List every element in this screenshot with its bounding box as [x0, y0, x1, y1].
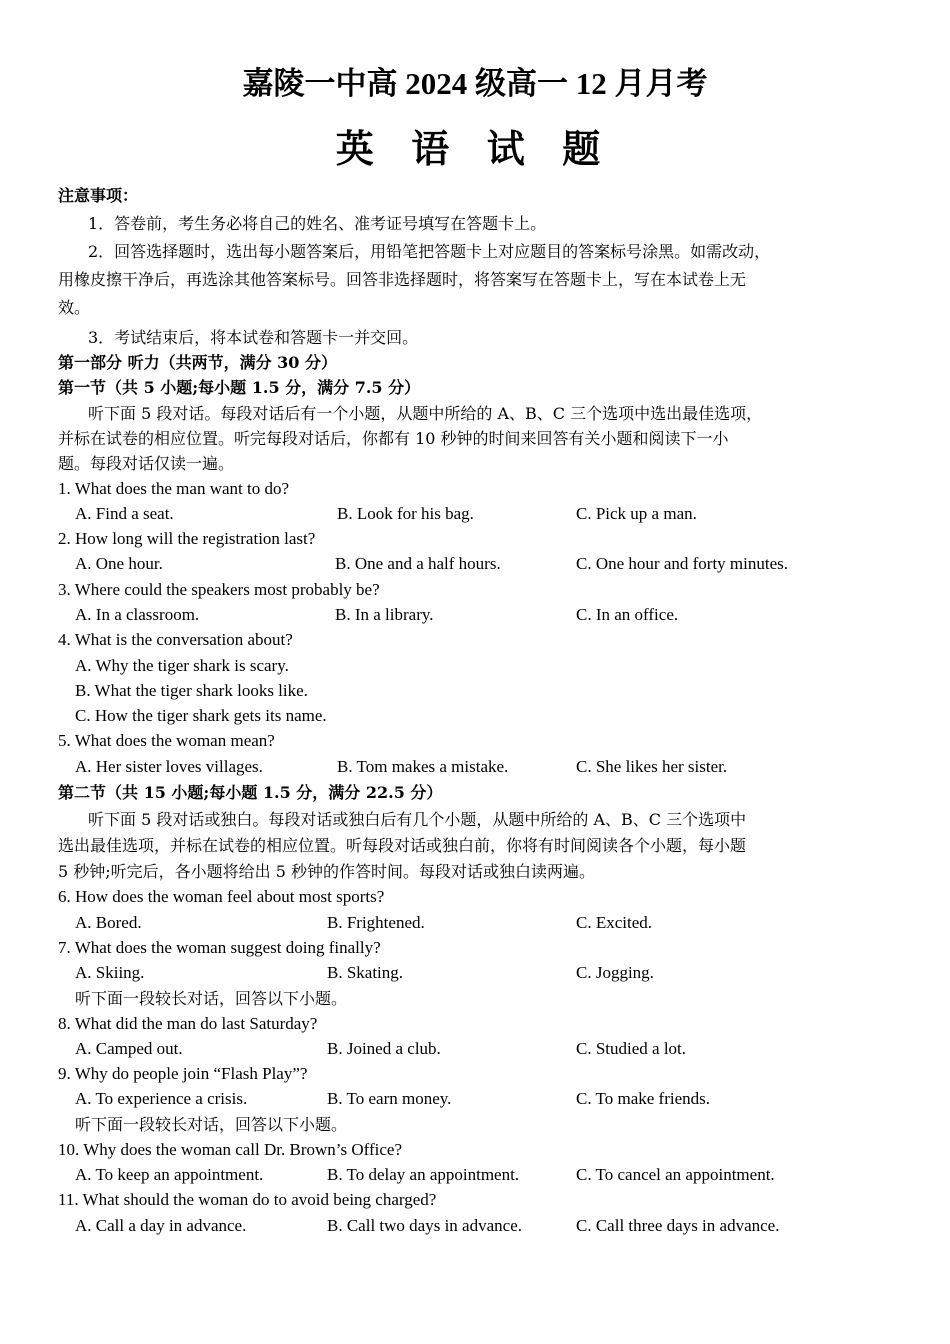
q9-option-a: A. To experience a crisis. [75, 1089, 248, 1108]
q8-option-a: A. Camped out. [75, 1039, 183, 1058]
section2-instructions-line3: 5 秒钟;听完后，各小题将给出 5 秒钟的作答时间。每段对话或独白读两遍。 [58, 862, 596, 881]
question-5: 5. What does the woman mean? [58, 731, 275, 750]
q3-option-b: B. In a library. [335, 605, 434, 624]
q6-option-c: C. Excited. [576, 913, 653, 932]
section2-note-q8: 听下面一段较长对话，回答以下小题。 [75, 989, 348, 1008]
q5-option-c: C. She likes her sister. [576, 757, 728, 776]
notice-item-2-line2: 用橡皮擦干净后，再选涂其他答案标号。回答非选择题时，将答案写在答题卡上，写在本试卷上无 [58, 270, 747, 289]
exam-subtitle: 英 语 试 题 [335, 129, 615, 171]
question-1: 1. What does the man want to do? [58, 479, 290, 498]
section2-note-q10: 听下面一段较长对话，回答以下小题。 [75, 1115, 348, 1134]
notice-item-2-line3: 效。 [58, 298, 91, 317]
question-2: 2. How long will the registration last? [58, 529, 316, 548]
q6-option-b: B. Frightened. [327, 913, 425, 932]
section2-instructions-line1: 听下面 5 段对话或独白。每段对话或独白后有几个小题，从题中所给的 A、B、C 三个选项中 [88, 810, 747, 829]
q1-option-b: B. Look for his bag. [337, 504, 474, 523]
question-9: 9. Why do people join “Flash Play”? [58, 1064, 308, 1083]
question-8: 8. What did the man do last Saturday? [58, 1014, 318, 1033]
q10-option-c: C. To cancel an appointment. [576, 1165, 775, 1184]
q7-option-b: B. Skating. [327, 963, 404, 982]
part1-heading: 第一部分 听力（共两节，满分 30 分） [58, 353, 337, 372]
section1-heading: 第一节（共 5 小题;每小题 1.5 分，满分 7.5 分） [58, 378, 421, 397]
q5-option-a: A. Her sister loves villages. [75, 757, 263, 776]
notice-heading: 注意事项： [58, 186, 139, 205]
q1-option-c: C. Pick up a man. [576, 504, 697, 523]
q2-option-a: A. One hour. [75, 554, 163, 573]
q4-option-c: C. How the tiger shark gets its name. [75, 706, 327, 725]
q10-option-b: B. To delay an appointment. [327, 1165, 520, 1184]
notice-item-3: 3．考试结束后，将本试卷和答题卡一并交回。 [88, 328, 419, 347]
section2-heading: 第二节（共 15 小题;每小题 1.5 分，满分 22.5 分） [58, 783, 443, 802]
q2-option-b: B. One and a half hours. [335, 554, 501, 573]
question-7: 7. What does the woman suggest doing finally? [58, 938, 381, 957]
q8-option-b: B. Joined a club. [327, 1039, 441, 1058]
section1-instructions-line1: 听下面 5 段对话。每段对话后有一个小题，从题中所给的 A、B、C 三个选项中选出最佳选项， [88, 404, 763, 423]
exam-title: 嘉陵一中高 2024 级高一 12 月月考 [242, 66, 708, 101]
question-4: 4. What is the conversation about? [58, 630, 293, 649]
q10-option-a: A. To keep an appointment. [75, 1165, 264, 1184]
q3-option-a: A. In a classroom. [75, 605, 200, 624]
section2-instructions-line2: 选出最佳选项，并标在试卷的相应位置。听每段对话或独白前，你将有时间阅读各个小题，每小题 [58, 836, 747, 855]
q2-option-c: C. One hour and forty minutes. [576, 554, 788, 573]
q4-option-a: A. Why the tiger shark is scary. [75, 656, 289, 675]
notice-item-2-line1: 2．回答选择题时，选出每小题答案后，用铅笔把答题卡上对应题目的答案标号涂黑。如需改动， [88, 242, 771, 261]
q4-option-b: B. What the tiger shark looks like. [75, 681, 308, 700]
q11-option-b: B. Call two days in advance. [327, 1216, 522, 1235]
question-11: 11. What should the woman do to avoid being charged? [58, 1190, 437, 1209]
question-3: 3. Where could the speakers most probably be? [58, 580, 380, 599]
section1-instructions-line3: 题。每段对话仅读一遍。 [58, 454, 235, 473]
notice-item-1: 1．答卷前，考生务必将自己的姓名、准考证号填写在答题卡上。 [88, 214, 547, 233]
q7-option-c: C. Jogging. [576, 963, 654, 982]
q1-option-a: A. Find a seat. [75, 504, 174, 523]
question-6: 6. How does the woman feel about most sports? [58, 887, 385, 906]
section1-instructions-line2: 并标在试卷的相应位置。听完每段对话后，你都有 10 秒钟的时间来回答有关小题和阅读下一小 [58, 429, 729, 448]
question-10: 10. Why does the woman call Dr. Brown’s Office? [58, 1140, 403, 1159]
q6-option-a: A. Bored. [75, 913, 142, 932]
q9-option-c: C. To make friends. [576, 1089, 710, 1108]
q9-option-b: B. To earn money. [327, 1089, 452, 1108]
q11-option-c: C. Call three days in advance. [576, 1216, 780, 1235]
q7-option-a: A. Skiing. [75, 963, 145, 982]
q5-option-b: B. Tom makes a mistake. [337, 757, 509, 776]
q11-option-a: A. Call a day in advance. [75, 1216, 247, 1235]
q8-option-c: C. Studied a lot. [576, 1039, 687, 1058]
q3-option-c: C. In an office. [576, 605, 679, 624]
